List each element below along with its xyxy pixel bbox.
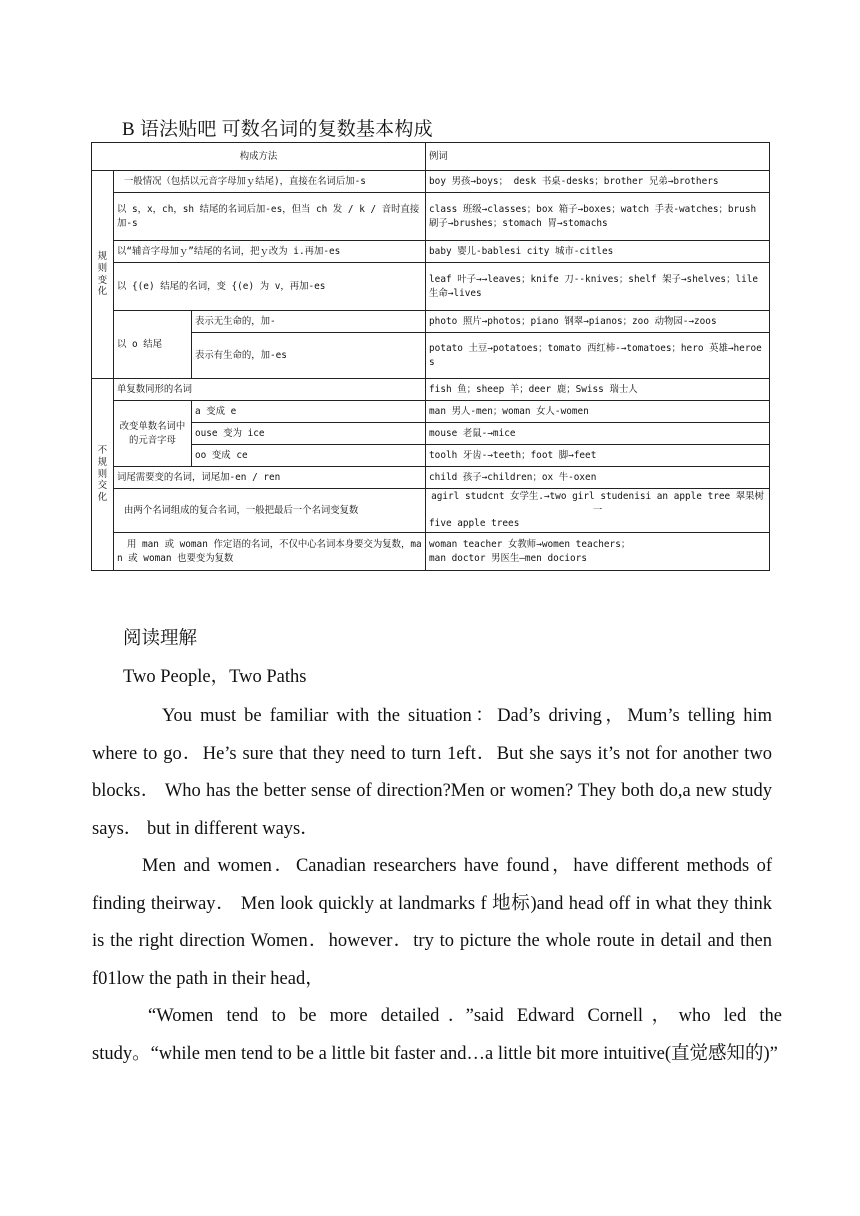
table-row [92, 241, 770, 263]
example-line: woman teacher 女教师→women teachers； [429, 538, 631, 550]
header-method: 构成方法 [92, 143, 426, 171]
example-cell: mouse 老鼠-→mice [426, 423, 770, 445]
table-row [92, 379, 770, 401]
method-cell: 表示有生命的，加-es [192, 333, 426, 379]
method-cell: 以“辅音字母加ｙ”结尾的名词，把ｙ改为 i.再加-es [114, 241, 426, 263]
header-example: 例词 [426, 143, 770, 171]
method-cell: ouse 变为 ice [192, 423, 426, 445]
table-row [92, 445, 770, 467]
table-row [92, 193, 770, 241]
method-cell: 表示无生命的，加- [192, 311, 426, 333]
method-cell: 以 s，x，ch，sh 结尾的名词后加-es，但当 ch 发 / k / 音时直接加-s [114, 193, 426, 241]
example-cell: man 男人-men；woman 女人-women [426, 401, 770, 423]
table-row [92, 171, 770, 193]
example-cell: baby 婴儿-bablesi city 城市-citles [426, 241, 770, 263]
passage-title: Two People，Two Paths [123, 667, 307, 687]
example-line: man doctor 男医生—men dociors [429, 552, 587, 564]
paragraph-2: Men and women．Canadian researchers have found，have different methods of finding theirway． Men look quickly at landmarks f 地标)and head off in what they think is the right direction Women．however．try to picture the whole route in detail and then f01low the path in their head， [92, 856, 772, 989]
example-cell: potato 土豆→potatoes；tomato 西红柿-→tomatoes；hero 英雄→heroes [426, 333, 770, 379]
reading-heading: 阅读理解 [123, 629, 198, 649]
example-line: agirl studcnt 女学生.→two girl studenisi an apple tree 翠果树一 [431, 491, 764, 516]
method-cell: a 变成 e [192, 401, 426, 423]
table-row [92, 489, 770, 533]
example-cell: class 班级→classes；box 箱子→boxes；watch 手表-watches；brush 刷子→brushes；stomach 胃→stomachs [426, 193, 770, 241]
example-cell: boy 男孩→boys； desk 书桌-desks；brother 兄弟→brothers [426, 171, 770, 193]
method-cell: 单复数同形的名词 [114, 379, 426, 401]
table-row [92, 263, 770, 311]
example-cell [426, 489, 770, 533]
category-regular: 规则变化 [92, 171, 114, 379]
example-cell: fish 鱼；sheep 羊；deer 鹿；Swiss 瑞士人 [426, 379, 770, 401]
method-cell: 用 man 或 woman 作定语的名词，不仅中心名词本身要交为复数，man 或 woman 也要变为复数 [114, 533, 426, 571]
example-cell: photo 照片→photos；piano 钢翠→pianos；zoo 动物园-→zoos [426, 311, 770, 333]
method-cell: 词尾需要变的名词，词尾加-en / ren [114, 467, 426, 489]
table-row [92, 401, 770, 423]
method-cell: 一般情况（包括以元音字母加ｙ结尾)，直接在名词后加-s [114, 171, 426, 193]
table-row [92, 333, 770, 379]
paragraph-3: “Women tend to be more detailed．”said Edward Cornell，who led the study。“while men tend to be a little bit faster and…a little bit more intuitive(直觉感知的)” [92, 1006, 782, 1064]
table-row [92, 311, 770, 333]
method-cell: oo 变成 ce [192, 445, 426, 467]
example-cell: toolh 牙齿-→teeth；foot 脚→feet [426, 445, 770, 467]
example-cell [426, 533, 770, 571]
example-cell: child 孩子→children；ox 牛-oxen [426, 467, 770, 489]
paragraph-1: You must be familiar with the situation：Dad’s driving，Mum’s telling him where to go．He’s sure that they need to turn 1eft．But she says it’s not for another two blocks． Who has the better sense of direction?Men or women? They both do,a new study says． but in different ways． [92, 706, 772, 839]
category-irregular: 不规则交化 [92, 379, 114, 571]
page-title: B 语法贴吧 可数名词的复数基本构成 [122, 119, 433, 140]
plural-rules-table [91, 142, 770, 571]
method-cell: 以 {(e) 结尾的名词，变 {(e) 为 v，再加-es [114, 263, 426, 311]
table-row [92, 423, 770, 445]
method-cell: 由两个名词组成的复合名词，一般把最后一个名词变复数 [114, 489, 426, 533]
table-row [92, 467, 770, 489]
group-vowel-change: 改变单数名词中的元音字母 [114, 401, 192, 467]
table-row [92, 533, 770, 571]
table-header-row [92, 143, 770, 171]
example-cell: leaf 叶子→→leaves；knife 刀--knives；shelf 架子→shelves；lile 生命→lives [426, 263, 770, 311]
example-line: five apple trees [429, 518, 520, 530]
group-o-ending: 以 o 结尾 [114, 311, 192, 379]
